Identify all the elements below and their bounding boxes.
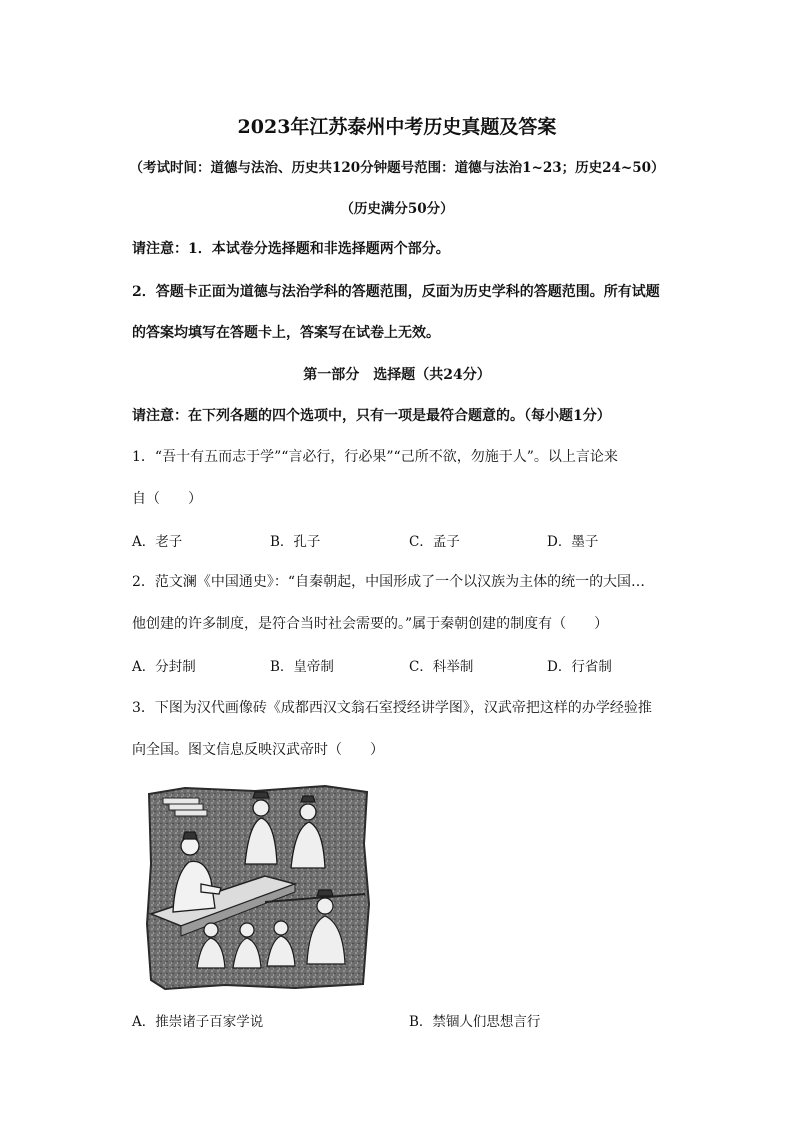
score-info: （历史满分50分） [340,201,454,217]
question-1-stem-line-2: 自（ ） [132,491,202,507]
question-2-option-d: D．行省制 [547,659,612,675]
question-2-stem-line-1: 2．范文澜《中国通史》：“自秦朝起，中国形成了一个以汉族为主体的统一的大国… [132,574,646,590]
question-3-option-b: B．禁锢人们思想言行 [409,1014,541,1030]
question-2-option-b: B．皇帝制 [270,659,334,675]
question-3-stem-line-2: 向全国。图文信息反映汉武帝时（ ） [132,742,384,758]
question-2-option-c: C．科举制 [409,659,474,675]
question-2-stem-line-2: 他创建的许多制度，是符合当时社会需要的。”属于秦朝创建的制度有（ ） [132,616,609,632]
question-1-option-a: A．老子 [132,534,183,550]
note-2-line-2: 的答案均填写在答题卡上，答案写在试卷上无效。 [132,325,440,341]
section-instruction: 请注意：在下列各题的四个选项中，只有一项是最符合题意的。（每小题1分） [132,408,611,424]
exam-info: （考试时间：道德与法治、历史共120分钟题号范围：道德与法治1~23；历史24~50） [129,160,665,176]
question-3-option-a: A．推崇诸子百家学说 [132,1014,264,1030]
han-brick-relief-image [145,784,370,992]
note-2-line-1: 2．答题卡正面为道德与法治学科的答题范围，反面为历史学科的答题范围。所有试题 [132,284,660,300]
question-1-option-d: D．墨子 [547,534,599,550]
question-1-option-c: C．孟子 [409,534,460,550]
section-title: 第一部分 选择题（共24分） [303,367,491,383]
question-1-stem-line-1: 1．“吾十有五而志于学”“言必行，行必果”“己所不欲，勿施于人”。以上言论来 [132,449,618,465]
question-1-option-b: B．孔子 [270,534,321,550]
question-3-stem-line-1: 3．下图为汉代画像砖《成都西汉文翁石室授经讲学图》，汉武帝把这样的办学经验推 [132,700,652,716]
note-1: 请注意：1．本试卷分选择题和非选择题两个部分。 [132,241,450,257]
page-title: 2023年江苏泰州中考历史真题及答案 [237,116,557,138]
question-2-option-a: A．分封制 [132,659,196,675]
